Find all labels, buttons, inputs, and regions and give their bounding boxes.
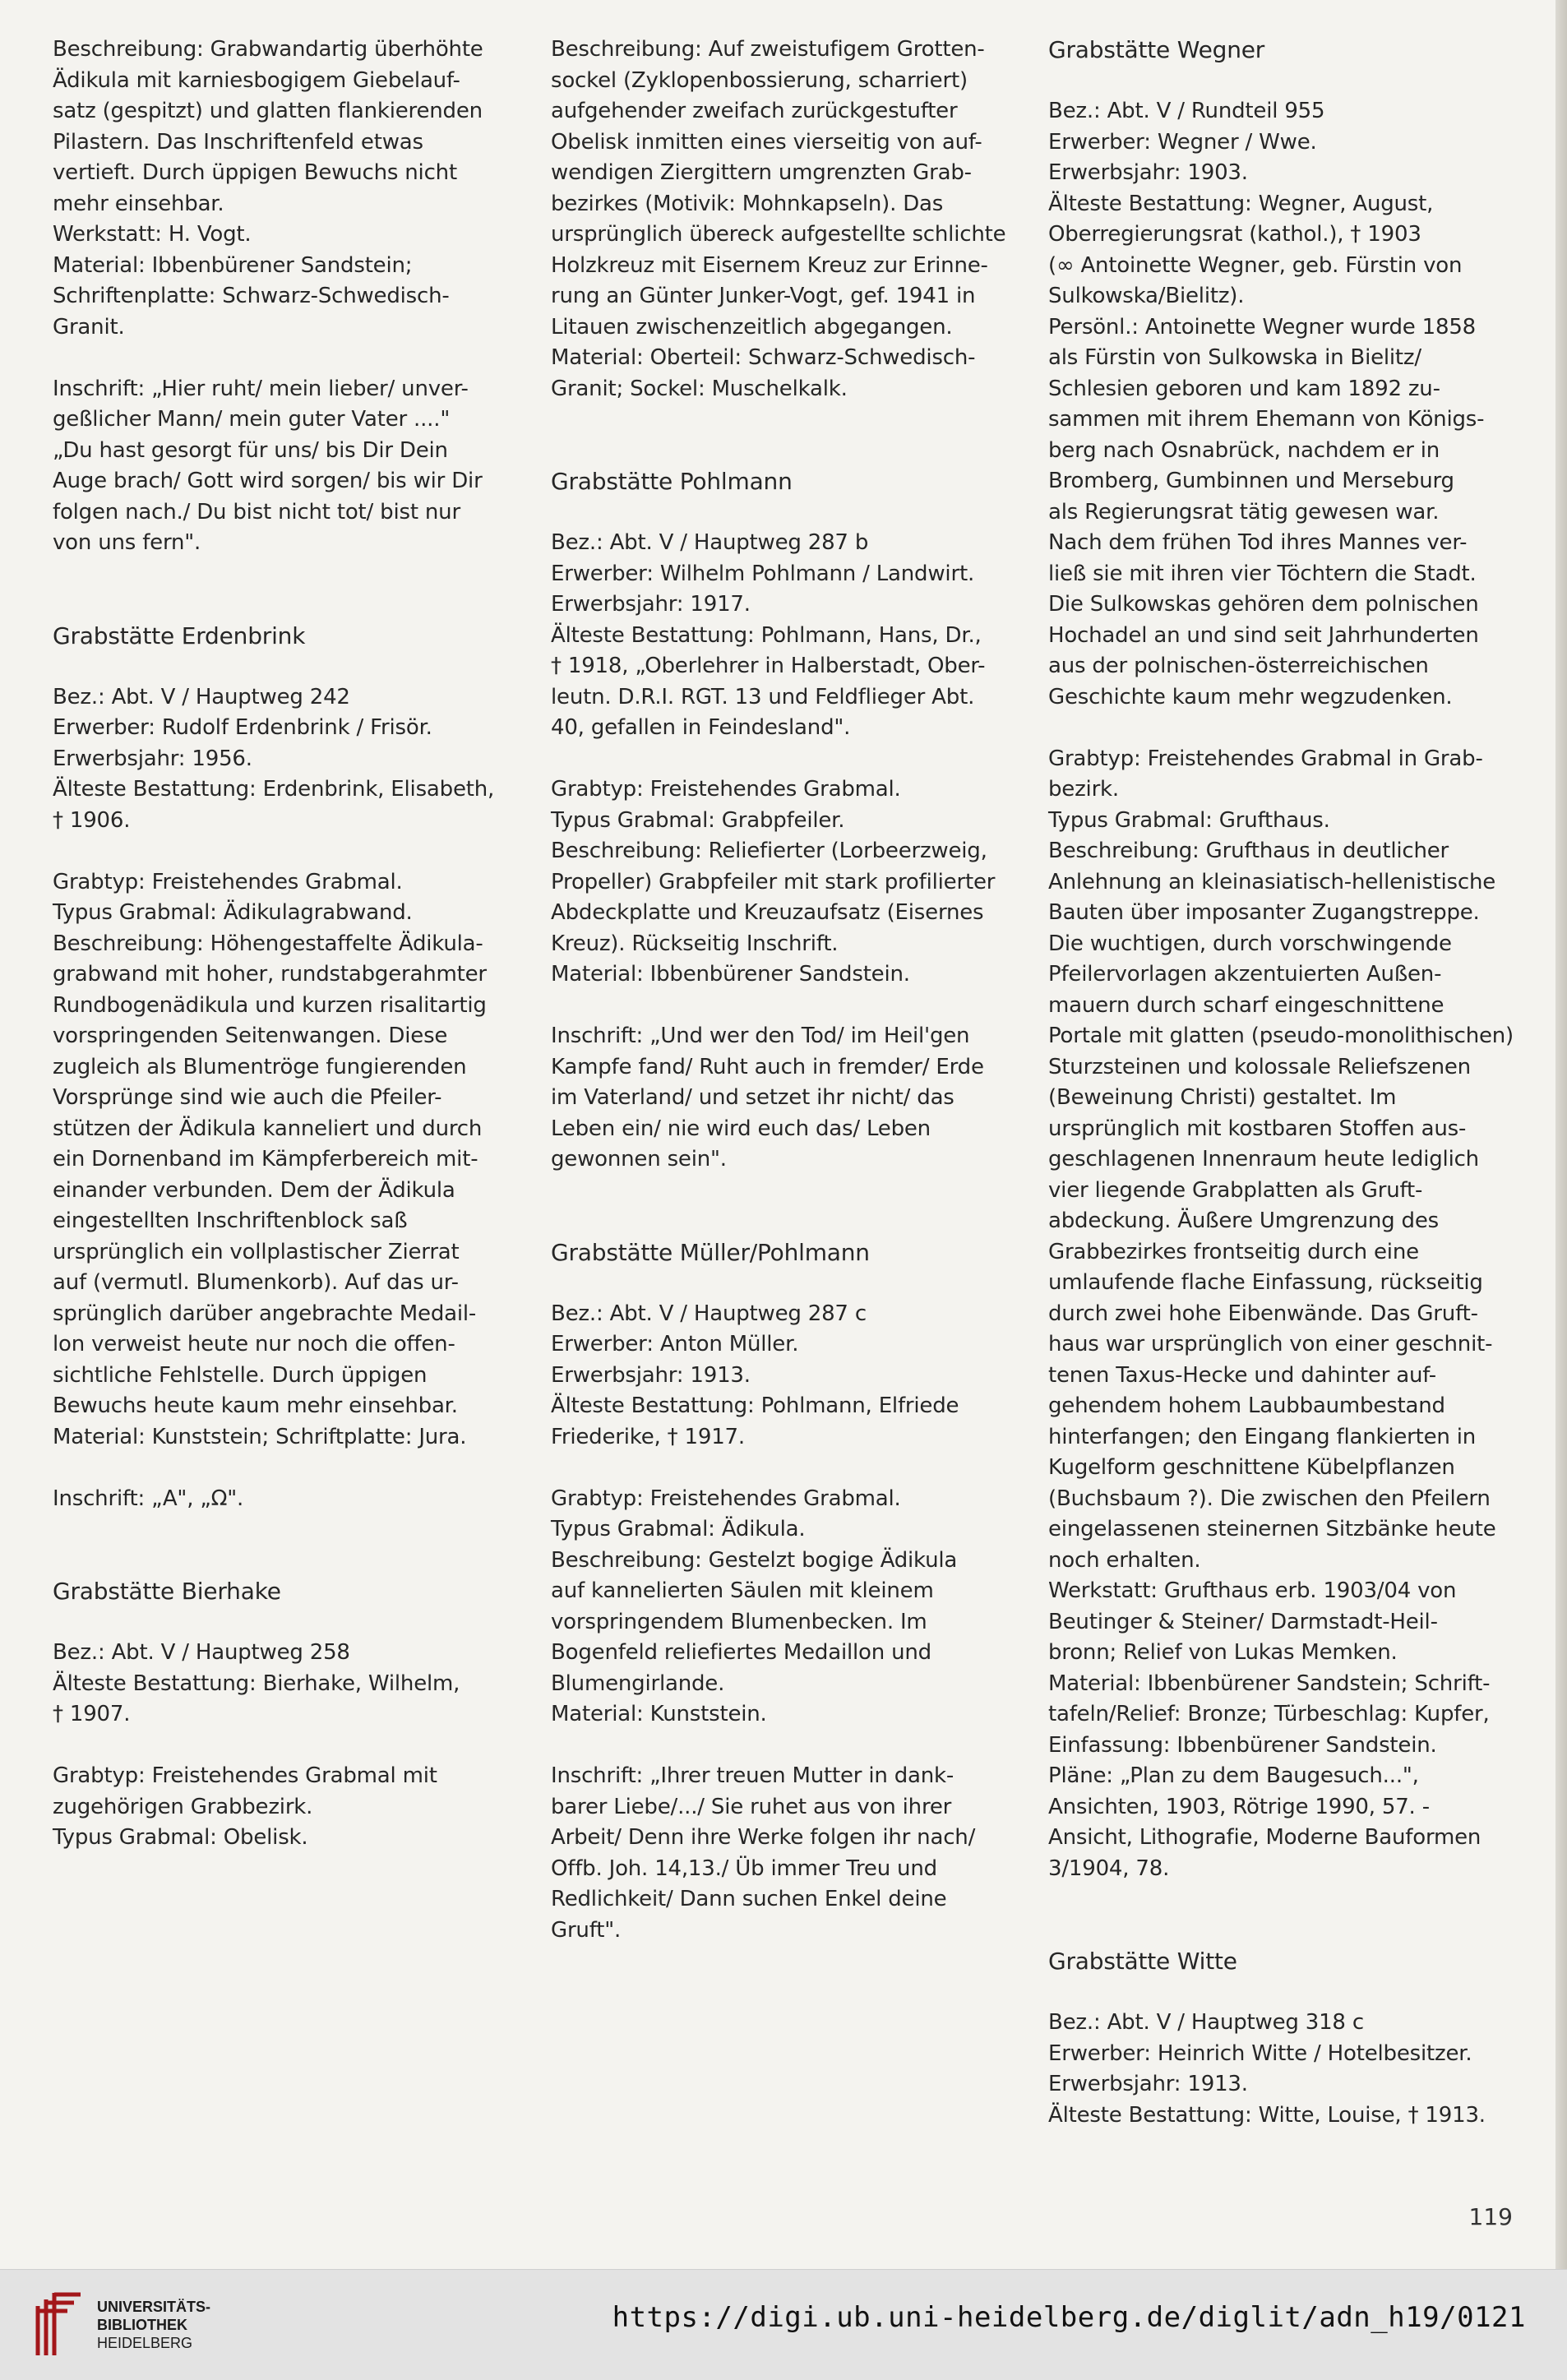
text-line: Litauen zwischenzeitlich abgegangen. xyxy=(551,314,953,340)
text-line: vier liegende Grabplatten als Gruft- xyxy=(1048,1177,1423,1203)
text-line: Bromberg, Gumbinnen und Merseburg xyxy=(1048,469,1454,493)
text-line: Auge brach/ Gott wird sorgen/ bis wir Dir xyxy=(53,469,483,493)
text-line: Material: Ibbenbürener Sandstein. xyxy=(551,962,910,987)
text-line: bezirkes (Motivik: Mohnkapseln). Das xyxy=(551,191,944,216)
section-heading-pohlmann: Grabstätte Pohlmann xyxy=(551,468,793,495)
erdenbrink-inscription: Inschrift: „A", „Ω". xyxy=(53,1486,244,1511)
wegner-description xyxy=(1048,744,1525,1885)
text-line: leutn. D.R.I. RGT. 13 und Feldflieger Abt. xyxy=(551,684,975,709)
text-line: Typus Grabmal: Grabpfeiler. xyxy=(551,807,845,833)
text-line: bronn; Relief von Lukas Memken. xyxy=(1048,1640,1398,1665)
text-line: Gruft". xyxy=(551,1917,622,1943)
text-line: Erwerber: Anton Müller. xyxy=(551,1332,799,1356)
text-line: Material: Ibbenbürener Sandstein; Schrift- xyxy=(1048,1671,1491,1696)
pohlmann-description xyxy=(551,774,1019,991)
text-line: Bez.: Abt. V / Hauptweg 287 c xyxy=(551,1301,867,1326)
text-line: auf (vermutl. Blumenkorb). Auf das ur- xyxy=(53,1270,459,1295)
section-heading-mueller-pohlmann: Grabstätte Müller/Pohlmann xyxy=(551,1238,870,1266)
text-line: mauern durch scharf eingeschnittene xyxy=(1048,992,1445,1018)
section-heading-witte: Grabstätte Witte xyxy=(1048,1948,1237,1975)
text-line: Erwerbsjahr: 1913. xyxy=(551,1362,751,1388)
text-line: Älteste Bestattung: Witte, Louise, † 1913. xyxy=(1048,2102,1486,2128)
text-line: Pilastern. Das Inschriftenfeld etwas xyxy=(53,129,423,155)
text-line: Rundbogenädikula und kurzen risalitartig xyxy=(53,992,487,1018)
pohlmann-inscription xyxy=(551,1021,1019,1176)
text-line: Typus Grabmal: Obelisk. xyxy=(53,1825,308,1850)
text-line: Pfeilervorlagen akzentuierten Außen- xyxy=(1048,962,1442,987)
text-line: Älteste Bestattung: Pohlmann, Hans, Dr., xyxy=(551,622,982,648)
text-line: Bewuchs heute kaum mehr einsehbar. xyxy=(53,1393,458,1418)
text-line: noch erhalten. xyxy=(1048,1547,1201,1573)
text-line: Kreuz). Rückseitig Inschrift. xyxy=(551,931,839,956)
text-line: zugehörigen Grabbezirk. xyxy=(53,1794,313,1819)
text-line: Inschrift: „Und wer den Tod/ im Heil'gen xyxy=(551,1024,970,1048)
text-line: Älteste Bestattung: Wegner, August, xyxy=(1048,191,1434,216)
text-line: Offb. Joh. 14,13./ Üb immer Treu und xyxy=(551,1855,937,1881)
text-line: Material: Oberteil: Schwarz-Schwedisch- xyxy=(551,345,976,370)
text-line: Leben ein/ nie wird euch das/ Leben xyxy=(551,1116,931,1141)
text-line: Inschrift: „Ihrer treuen Mutter in dank- xyxy=(551,1763,955,1788)
text-line: Portale mit glatten (pseudo-monolithischen) xyxy=(1048,1024,1514,1048)
text-line: Erwerber: Wegner / Wwe. xyxy=(1048,129,1317,155)
page-number: 119 xyxy=(1468,2203,1513,2230)
text-line: Granit. xyxy=(53,314,125,340)
text-line: Grabtyp: Freistehendes Grabmal. xyxy=(551,777,901,802)
text-line: Beschreibung: Gestelzt bogige Ädikula xyxy=(551,1547,958,1573)
text-line: tenen Taxus-Hecke und dahinter auf- xyxy=(1048,1362,1436,1388)
text-line: eingelassenen steinernen Sitzbänke heute xyxy=(1048,1517,1496,1541)
text-line: Erwerber: Heinrich Witte / Hotelbesitzer. xyxy=(1048,2040,1472,2066)
text-line: † 1906. xyxy=(53,807,131,833)
section-heading-bierhake: Grabstätte Bierhake xyxy=(53,1578,281,1605)
text-line: Ädikula mit karniesbogigem Giebelauf- xyxy=(53,67,460,93)
text-line: Kampfe fand/ Ruht auch in fremder/ Erde xyxy=(551,1054,984,1079)
text-line: abdeckung. Äußere Umgrenzung des xyxy=(1048,1208,1439,1233)
text-line: Propeller) Grabpfeiler mit stark profilierter xyxy=(551,869,996,894)
text-line: Material: Kunststein. xyxy=(551,1702,767,1726)
library-name xyxy=(97,2298,210,2352)
text-line: Beutinger & Steiner/ Darmstadt-Heil- xyxy=(1048,1609,1438,1634)
text-line: Arbeit/ Denn ihre Werke folgen ihr nach/ xyxy=(551,1825,976,1850)
text-line: Die Sulkowskas gehören dem polnischen xyxy=(1048,592,1479,617)
text-line: vorspringendem Blumenbecken. Im xyxy=(551,1609,927,1634)
text-line: Material: Kunststein; Schriftplatte: Jura. xyxy=(53,1424,467,1449)
text-line: umlaufende flache Einfassung, rückseitig xyxy=(1048,1270,1483,1295)
text-line: grabwand mit hoher, rundstabgerahmter xyxy=(53,962,487,987)
text-line: Beschreibung: Höhengestaffelte Ädikula- xyxy=(53,931,483,956)
text-line: Granit; Sockel: Muschelkalk. xyxy=(551,376,848,401)
text-line: Schriftenplatte: Schwarz-Schwedisch- xyxy=(53,284,450,308)
text-line: geschlagenen Innenraum heute lediglich xyxy=(1048,1147,1479,1172)
text-line: einander verbunden. Dem der Ädikula xyxy=(53,1177,455,1203)
text-line: Erwerbsjahr: 1956. xyxy=(53,746,252,771)
erdenbrink-info xyxy=(53,682,513,837)
text-line: Beschreibung: Reliefierter (Lorbeerzweig, xyxy=(551,839,987,863)
text-line: Redlichkeit/ Dann suchen Enkel deine xyxy=(551,1887,947,1911)
text-line: Erwerbsjahr: 1917. xyxy=(551,592,751,617)
text-line: gewonnen sein". xyxy=(551,1147,727,1172)
text-line: gehendem hohem Laubbaumbestand xyxy=(1048,1393,1445,1418)
column-middle xyxy=(551,35,1019,1946)
section-heading-erdenbrink: Grabstätte Erdenbrink xyxy=(53,622,306,649)
text-line: haus war ursprünglich von einer geschnit- xyxy=(1048,1332,1493,1356)
text-line: wendigen Ziergittern umgrenzten Grab- xyxy=(551,160,972,185)
mueller-description xyxy=(551,1484,1019,1731)
text-line: ursprünglich übereck aufgestellte schlichte xyxy=(551,222,1006,247)
text-line: stützen der Ädikula kanneliert und durch xyxy=(53,1116,483,1141)
text-line: satz (gespitzt) und glatten flankierenden xyxy=(53,99,483,123)
text-line: Älteste Bestattung: Bierhake, Wilhelm, xyxy=(53,1671,460,1696)
text-line: Beschreibung: Grabwandartig überhöhte xyxy=(53,37,483,62)
text-line: Anlehnung an kleinasiatisch-hellenistische xyxy=(1048,869,1496,894)
text-line: Material: Ibbenbürener Sandstein; xyxy=(53,252,413,278)
text-line: Werkstatt: Grufthaus erb. 1903/04 von xyxy=(1048,1578,1457,1603)
text-line: mehr einsehbar. xyxy=(53,191,224,216)
text-line: sammen mit ihrem Ehemann von Königs- xyxy=(1048,407,1485,432)
text-line: † 1918, „Oberlehrer in Halberstadt, Ober- xyxy=(551,654,986,678)
page-edge xyxy=(1555,0,1567,2269)
text-line: Bez.: Abt. V / Hauptweg 258 xyxy=(53,1640,350,1665)
text-line: Grabtyp: Freistehendes Grabmal. xyxy=(53,869,403,894)
pohlmann-info xyxy=(551,528,1019,744)
text-line: Typus Grabmal: Grufthaus. xyxy=(1048,807,1330,833)
text-line: Persönl.: Antoinette Wegner wurde 1858 xyxy=(1048,314,1477,340)
text-line: Einfassung: Ibbenbürener Sandstein. xyxy=(1048,1732,1437,1758)
text-line: ließ sie mit ihren vier Töchtern die Stadt. xyxy=(1048,561,1477,586)
section-heading-wegner: Grabstätte Wegner xyxy=(1048,36,1265,63)
text-line: zugleich als Blumentröge fungierenden xyxy=(53,1054,467,1079)
text-line: lon verweist heute nur noch die offen- xyxy=(53,1332,455,1356)
text-line: Grabtyp: Freistehendes Grabmal. xyxy=(551,1486,901,1511)
text-line: im Vaterland/ und setzet ihr nicht/ das xyxy=(551,1085,955,1110)
viewer-footer xyxy=(0,2269,1567,2380)
column-right xyxy=(1048,35,1525,2131)
library-name-line: HEIDELBERG xyxy=(97,2335,193,2351)
text-line: Beschreibung: Auf zweistufigem Grotten- xyxy=(551,37,985,62)
text-line: Grabbezirkes frontseitig durch eine xyxy=(1048,1239,1419,1264)
permalink-url[interactable]: https://digi.ub.uni-heidelberg.de/diglit/adn_h19/0121 xyxy=(612,2301,1526,2334)
text-line: Ansicht, Lithografie, Moderne Bauformen xyxy=(1048,1825,1481,1850)
text-line: Erwerber: Rudolf Erdenbrink / Frisör. xyxy=(53,715,432,740)
text-line: Bez.: Abt. V / Hauptweg 318 c xyxy=(1048,2010,1364,2035)
text-line: Bauten über imposanter Zugangstreppe. xyxy=(1048,900,1480,925)
text-block xyxy=(551,35,1019,404)
text-line: Erwerbsjahr: 1913. xyxy=(1048,2072,1248,2096)
text-line: tafeln/Relief: Bronze; Türbeschlag: Kupfer, xyxy=(1048,1702,1490,1726)
text-line: † 1907. xyxy=(53,1702,131,1726)
text-line: Typus Grabmal: Ädikulagrabwand. xyxy=(53,900,413,925)
text-line: hinterfangen; den Eingang flankierten in xyxy=(1048,1424,1477,1449)
text-line: ein Dornenband im Kämpferbereich mit- xyxy=(53,1147,478,1172)
text-line: vertieft. Durch üppigen Bewuchs nicht xyxy=(53,160,457,185)
text-line: Inschrift: „Hier ruht/ mein lieber/ unver- xyxy=(53,376,469,401)
text-line: von uns fern". xyxy=(53,530,201,555)
column-left xyxy=(53,35,513,1854)
witte-info xyxy=(1048,2008,1525,2131)
text-line: Grabtyp: Freistehendes Grabmal mit xyxy=(53,1763,437,1788)
text-line: 3/1904, 78. xyxy=(1048,1855,1170,1881)
text-line: Vorsprünge sind wie auch die Pfeiler- xyxy=(53,1085,442,1110)
text-line: berg nach Osnabrück, nachdem er in xyxy=(1048,437,1440,463)
bierhake-description xyxy=(53,1761,513,1854)
text-line: ursprünglich ein vollplastischer Zierrat xyxy=(53,1239,460,1264)
text-line: Geschichte kaum mehr wegzudenken. xyxy=(1048,684,1453,709)
erdenbrink-description xyxy=(53,867,513,1453)
mueller-inscription xyxy=(551,1761,1019,1946)
text-line: (Buchsbaum ?). Die zwischen den Pfeilern xyxy=(1048,1486,1491,1511)
text-line: Beschreibung: Grufthaus in deutlicher xyxy=(1048,839,1449,863)
text-line: Sulkowska/Bielitz). xyxy=(1048,284,1245,308)
text-line: Friederike, † 1917. xyxy=(551,1424,745,1449)
text-line: Hochadel an und sind seit Jahrhunderten xyxy=(1048,622,1479,648)
text-line: aufgehender zweifach zurückgestufter xyxy=(551,99,958,123)
text-line: auf kannelierten Säulen mit kleinem xyxy=(551,1578,934,1603)
text-line: „Du hast gesorgt für uns/ bis Dir Dein xyxy=(53,437,448,463)
text-line: Obelisk inmitten eines vierseitig von auf- xyxy=(551,129,982,155)
text-line: Werkstatt: H. Vogt. xyxy=(53,222,252,247)
text-line: sockel (Zyklopenbossierung, scharriert) xyxy=(551,67,968,93)
text-line: Typus Grabmal: Ädikula. xyxy=(551,1517,806,1541)
mueller-info xyxy=(551,1299,1019,1453)
text-line: bezirk. xyxy=(1048,777,1119,802)
text-line: Älteste Bestattung: Erdenbrink, Elisabeth, xyxy=(53,777,495,802)
text-line: Bez.: Abt. V / Hauptweg 242 xyxy=(53,684,350,709)
text-line: ursprünglich mit kostbaren Stoffen aus- xyxy=(1048,1116,1467,1141)
text-line: (∞ Antoinette Wegner, geb. Fürstin von xyxy=(1048,252,1463,278)
text-line: als Regierungsrat tätig gewesen war. xyxy=(1048,499,1440,525)
text-line: Erwerber: Wilhelm Pohlmann / Landwirt. xyxy=(551,561,975,586)
library-name-line: UNIVERSITÄTS- xyxy=(97,2299,211,2315)
text-block xyxy=(53,35,513,343)
library-name-line: BIBLIOTHEK xyxy=(97,2317,187,2333)
text-line: aus der polnischen-österreichischen xyxy=(1048,654,1429,678)
inscription-block xyxy=(53,374,513,559)
text-line: folgen nach./ Du bist nicht tot/ bist nur xyxy=(53,499,460,525)
text-line: barer Liebe/.../ Sie ruhet aus von ihrer xyxy=(551,1794,952,1819)
text-line: Bez.: Abt. V / Rundteil 955 xyxy=(1048,99,1325,123)
text-line: Älteste Bestattung: Pohlmann, Elfriede xyxy=(551,1393,959,1418)
text-line: 40, gefallen in Feindesland". xyxy=(551,715,851,740)
text-line: Pläne: „Plan zu dem Baugesuch...", xyxy=(1048,1763,1419,1788)
text-line: Bez.: Abt. V / Hauptweg 287 b xyxy=(551,530,869,555)
text-line: als Fürstin von Sulkowska in Bielitz/ xyxy=(1048,345,1421,370)
text-line: Abdeckplatte und Kreuzaufsatz (Eisernes xyxy=(551,900,984,925)
text-line: durch zwei hohe Eibenwände. Das Gruft- xyxy=(1048,1301,1478,1326)
library-logo-icon xyxy=(33,2290,87,2360)
text-line: sprünglich darüber angebrachte Medail- xyxy=(53,1301,477,1326)
text-line: Kugelform geschnittene Kübelpflanzen xyxy=(1048,1455,1455,1480)
text-line: Ansichten, 1903, Rötrige 1990, 57. - xyxy=(1048,1794,1430,1819)
text-line: geßlicher Mann/ mein guter Vater ...." xyxy=(53,407,451,432)
bierhake-info xyxy=(53,1638,513,1731)
text-line: Erwerbsjahr: 1903. xyxy=(1048,160,1248,185)
text-line: Die wuchtigen, durch vorschwingende xyxy=(1048,931,1452,956)
text-line: Sturzsteinen und kolossale Reliefszenen xyxy=(1048,1054,1471,1079)
text-line: (Beweinung Christi) gestaltet. Im xyxy=(1048,1085,1397,1110)
text-line: sichtliche Fehlstelle. Durch üppigen xyxy=(53,1362,428,1388)
text-line: Nach dem frühen Tod ihres Mannes ver- xyxy=(1048,530,1468,555)
text-line: Grabtyp: Freistehendes Grabmal in Grab- xyxy=(1048,746,1483,771)
text-line: eingestellten Inschriftenblock saß xyxy=(53,1208,408,1233)
text-line: vorspringenden Seitenwangen. Diese xyxy=(53,1024,448,1048)
text-line: Oberregierungsrat (kathol.), † 1903 xyxy=(1048,222,1421,247)
wegner-info xyxy=(1048,96,1525,713)
text-line: Blumengirlande. xyxy=(551,1671,725,1696)
text-line: Bogenfeld reliefiertes Medaillon und xyxy=(551,1640,931,1665)
text-line: rung an Günter Junker-Vogt, gef. 1941 in xyxy=(551,284,976,308)
text-line: Holzkreuz mit Eisernem Kreuz zur Erinne- xyxy=(551,252,988,278)
text-line: Schlesien geboren und kam 1892 zu- xyxy=(1048,376,1440,401)
